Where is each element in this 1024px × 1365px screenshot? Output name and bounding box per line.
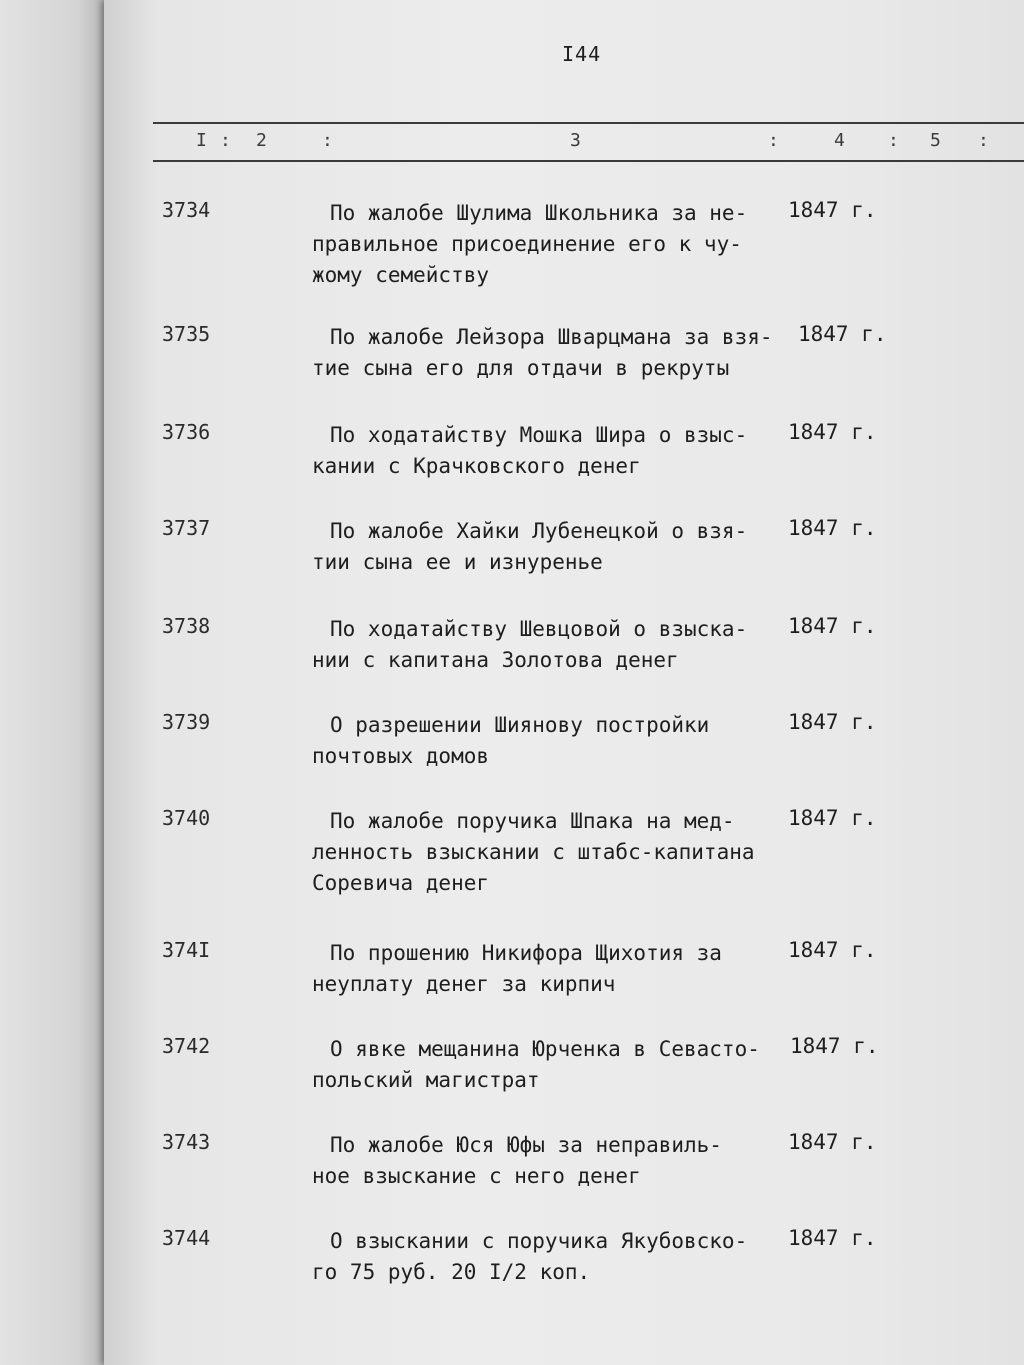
column-header-1: I <box>196 130 207 151</box>
entry-title-line: О разрешении Шиянову постройки <box>330 713 710 737</box>
header-bottom-rule <box>153 160 1024 162</box>
entry-year: 1847 г. <box>788 516 877 540</box>
entry-title-line: По прошению Никифора Щихотия за <box>330 941 722 965</box>
entry-title-line: почтовых домов <box>312 744 490 768</box>
column-separator: : <box>322 130 333 151</box>
entry-title-line: тие сына его для отдачи в рекруты <box>312 356 730 380</box>
column-separator: : <box>220 130 231 151</box>
entry-number: 3739 <box>162 710 211 734</box>
column-header-3: 3 <box>570 130 581 151</box>
entry-title <box>312 322 782 384</box>
column-header-5: 5 <box>930 130 941 151</box>
entry-title-line: По ходатайству Мошка Шира о взыс- <box>330 423 748 447</box>
entry-number: 3735 <box>162 322 211 346</box>
entry-number: 3744 <box>162 1226 211 1250</box>
entry-title <box>312 806 782 899</box>
column-header-4: 4 <box>834 130 845 151</box>
entry-year: 1847 г. <box>788 198 877 222</box>
entry-number: 3743 <box>162 1130 211 1154</box>
entry-number: 3737 <box>162 516 211 540</box>
entry-title-line: О взыскании с поручика Якубовско- <box>330 1229 748 1253</box>
entry-title-line: По жалобе поручика Шпака на мед- <box>330 809 735 833</box>
entry-number: 374I <box>162 938 211 962</box>
entry-number: 3740 <box>162 806 211 830</box>
entry-year: 1847 г. <box>788 806 877 830</box>
entry-year: 1847 г. <box>798 322 887 346</box>
entry-title-line: По жалобе Хайки Лубенецкой о взя- <box>330 519 748 543</box>
entry-year: 1847 г. <box>788 420 877 444</box>
column-separator: : <box>978 130 989 151</box>
entry-title-line: тии сына ее и изнуренье <box>312 550 603 574</box>
entry-title <box>312 1034 782 1096</box>
entry-number: 3736 <box>162 420 211 444</box>
entry-title-line: жому семейству <box>312 263 490 287</box>
entry-title-line: польский магистрат <box>312 1068 540 1092</box>
entry-year: 1847 г. <box>788 938 877 962</box>
entry-year: 1847 г. <box>788 1226 877 1250</box>
entry-title-line: нии с капитана Золотова денег <box>312 648 679 672</box>
entry-title-line: неуплату денег за кирпич <box>312 972 616 996</box>
column-separator: : <box>768 130 779 151</box>
entry-title-line: По жалобе Лейзора Шварцмана за взя- <box>330 325 773 349</box>
entry-title-line: ленность взыскании с штабс-капитана <box>312 840 755 864</box>
entry-title <box>312 198 782 291</box>
entry-year: 1847 г. <box>788 710 877 734</box>
entry-title-line: По жалобе Шулима Школьника за не- <box>330 201 748 225</box>
entry-title-line: О явке мещанина Юрченка в Севасто- <box>330 1037 760 1061</box>
entry-title <box>312 1226 782 1288</box>
entry-title <box>312 516 782 578</box>
entry-year: 1847 г. <box>790 1034 879 1058</box>
entry-number: 3742 <box>162 1034 211 1058</box>
entry-title-line: Соревича денег <box>312 871 490 895</box>
entry-title-line: го 75 руб. 20 I/2 коп. <box>312 1260 591 1284</box>
entry-title <box>312 420 782 482</box>
entry-title-line: ное взыскание с него денег <box>312 1164 641 1188</box>
entry-year: 1847 г. <box>788 1130 877 1154</box>
entry-title-line: По ходатайству Шевцовой о взыска- <box>330 617 748 641</box>
entry-year: 1847 г. <box>788 614 877 638</box>
entry-title <box>312 614 782 676</box>
entry-title-line: кании с Крачковского денег <box>312 454 641 478</box>
column-header-2: 2 <box>256 130 267 151</box>
entry-title <box>312 938 782 1000</box>
entry-title <box>312 710 782 772</box>
column-separator: : <box>888 130 899 151</box>
entry-title-line: правильное присоединение его к чу- <box>312 232 742 256</box>
entry-title <box>312 1130 782 1192</box>
page-number: I44 <box>562 42 602 66</box>
entry-number: 3738 <box>162 614 211 638</box>
entry-number: 3734 <box>162 198 211 222</box>
header-top-rule <box>153 122 1024 124</box>
entry-title-line: По жалобе Юся Юфы за неправиль- <box>330 1133 722 1157</box>
